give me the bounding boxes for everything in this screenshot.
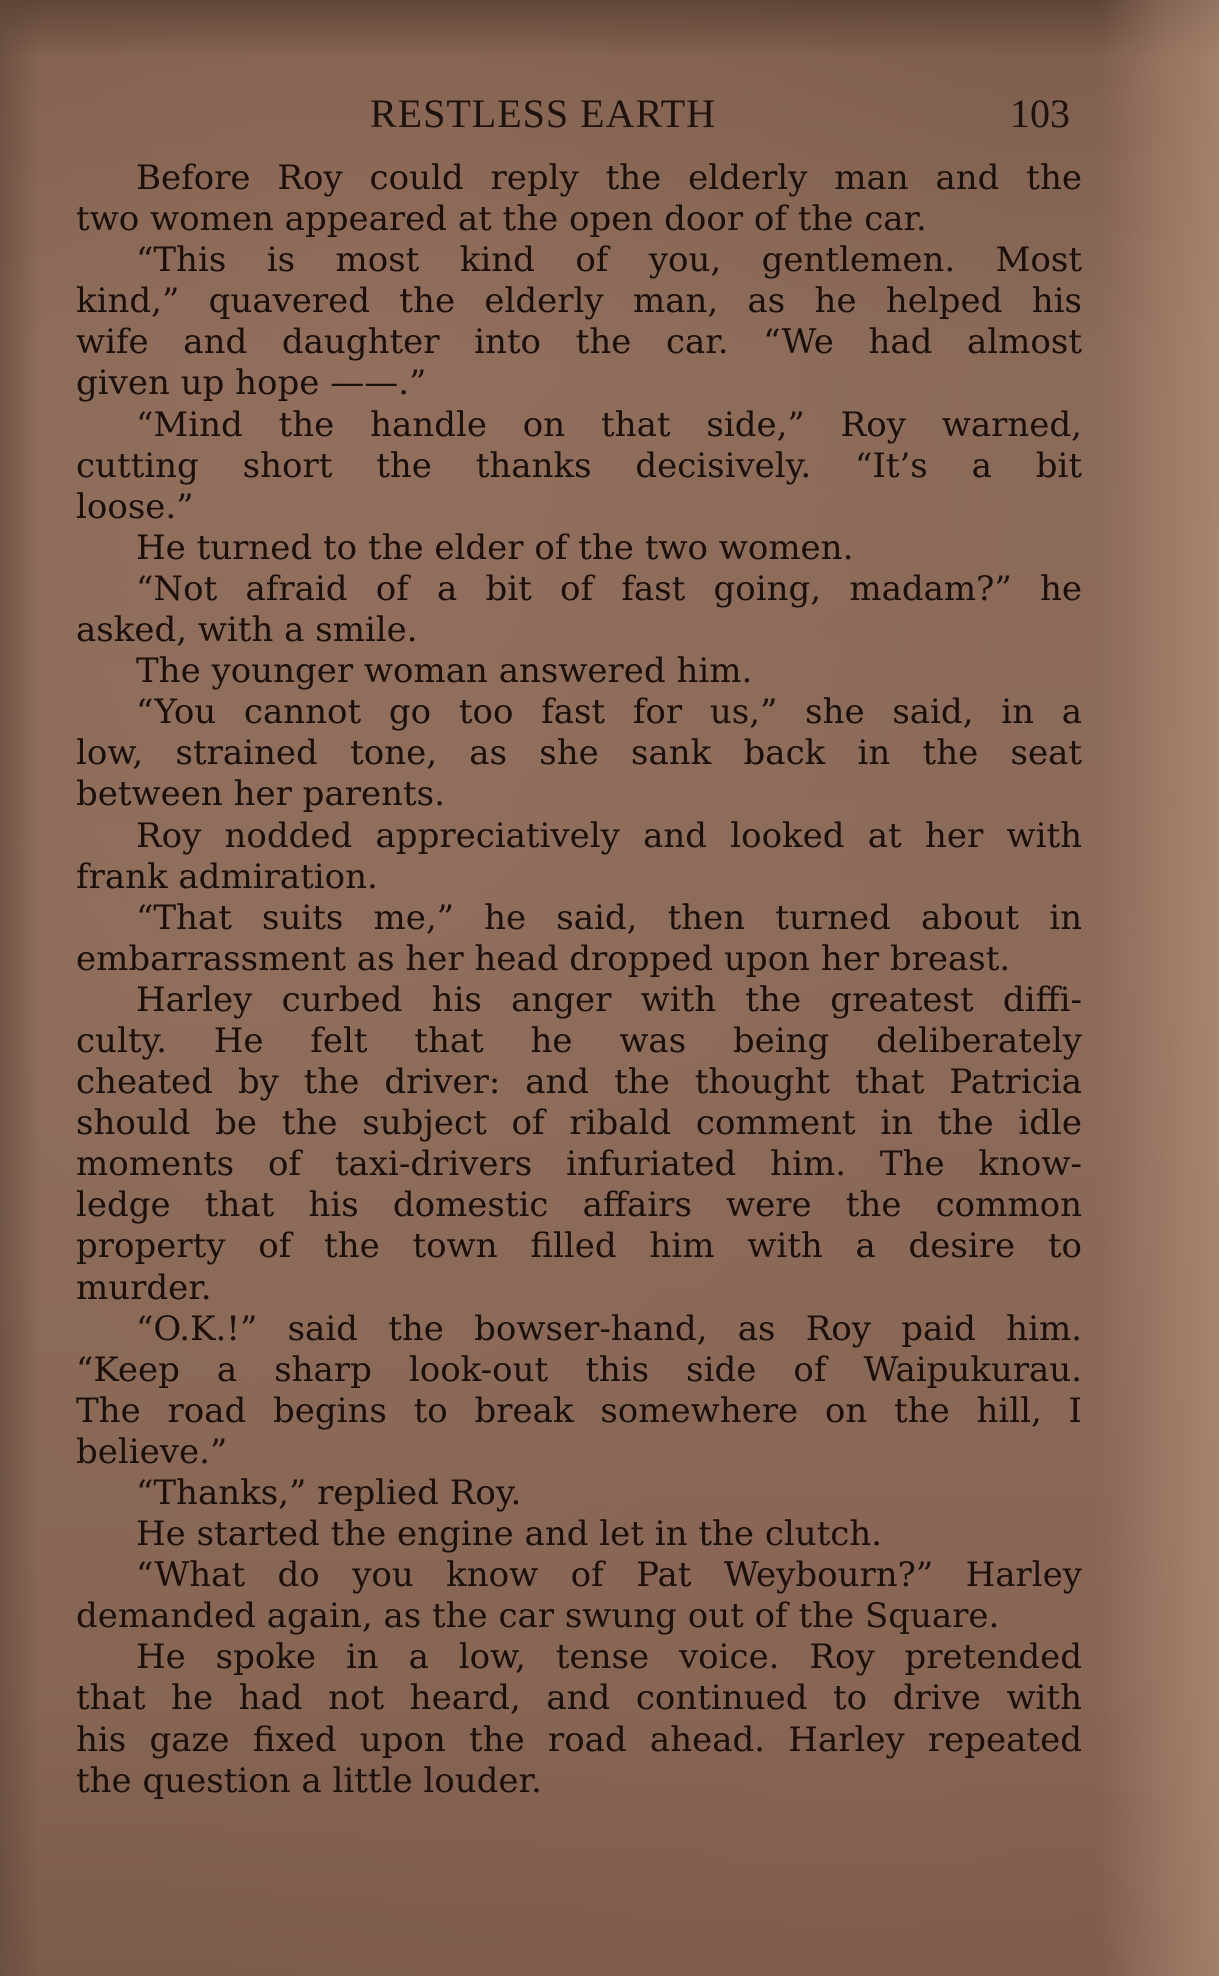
text-line: Roy nodded appreciatively and looked at her with bbox=[136, 815, 1082, 856]
text-line: “Not afraid of a bit of fast going, madam?” he bbox=[136, 568, 1082, 609]
text-line: cutting short the thanks decisively. “It’s a bit bbox=[76, 445, 1082, 486]
text-line: should be the subject of ribald comment in the idle bbox=[76, 1103, 1082, 1144]
text-line: He turned to the elder of the two women. bbox=[136, 527, 854, 568]
text-line: demanded again, as the car swung out of the Square. bbox=[76, 1596, 1000, 1637]
text-line: culty. He felt that he was being deliberately bbox=[76, 1020, 1082, 1061]
text-line: “That suits me,” he said, then turned about in bbox=[136, 897, 1082, 938]
text-line: He spoke in a low, tense voice. Roy pretended bbox=[136, 1637, 1082, 1678]
text-line: two women appeared at the open door of the car. bbox=[76, 199, 927, 240]
text-line: frank admiration. bbox=[76, 856, 378, 897]
text-line: murder. bbox=[76, 1267, 212, 1308]
text-line: ledge that his domestic affairs were the common bbox=[76, 1185, 1082, 1226]
text-line: “Mind the handle on that side,” Roy warned, bbox=[136, 404, 1082, 445]
text-line: embarrassment as her head dropped upon her breast. bbox=[76, 938, 1011, 979]
text-line: wife and daughter into the car. “We had almost bbox=[76, 322, 1082, 363]
running-head bbox=[0, 90, 1219, 140]
text-line: “Thanks,” replied Roy. bbox=[136, 1473, 522, 1513]
text-line: Harley curbed his anger with the greatest diffi- bbox=[136, 979, 1082, 1020]
page-top-shadow bbox=[0, 0, 1219, 58]
text-line: that he had not heard, and continued to drive with bbox=[76, 1678, 1082, 1719]
text-line: between her parents. bbox=[76, 774, 445, 815]
text-line: his gaze fixed upon the road ahead. Harley repeated bbox=[76, 1719, 1082, 1760]
text-line: “This is most kind of you, gentlemen. Most bbox=[136, 240, 1082, 281]
text-line: “O.K.!” said the bowser-hand, as Roy paid him. bbox=[136, 1308, 1082, 1349]
page-right-edge-light bbox=[1099, 0, 1219, 1976]
text-line: given up hope ——.” bbox=[76, 363, 427, 404]
text-line: asked, with a smile. bbox=[76, 610, 418, 651]
text-line: cheated by the driver: and the thought that Patricia bbox=[76, 1062, 1082, 1103]
text-line: property of the town filled him with a desire to bbox=[76, 1226, 1082, 1267]
text-line: “Keep a sharp look-out this side of Waipukurau. bbox=[76, 1349, 1082, 1390]
text-line: He started the engine and let in the clutch. bbox=[136, 1514, 883, 1555]
text-line: “What do you know of Pat Weybourn?” Harley bbox=[136, 1555, 1082, 1596]
text-line: “You cannot go too fast for us,” she said, in a bbox=[136, 692, 1082, 733]
text-line: low, strained tone, as she sank back in the seat bbox=[76, 733, 1082, 774]
text-line: the question a little louder. bbox=[76, 1760, 542, 1801]
text-line: The younger woman answered him. bbox=[136, 651, 753, 692]
body-text bbox=[76, 158, 1082, 1802]
running-title: RESTLESS EARTH bbox=[370, 91, 717, 136]
text-line: loose.” bbox=[76, 486, 194, 527]
text-line: believe.” bbox=[76, 1431, 228, 1472]
page-number: 103 bbox=[1010, 91, 1070, 136]
text-line: moments of taxi-drivers infuriated him. The know- bbox=[76, 1144, 1082, 1185]
text-line: kind,” quavered the elderly man, as he helped his bbox=[76, 281, 1082, 322]
page-left-shadow bbox=[0, 0, 40, 1976]
text-line: The road begins to break somewhere on the hill, I bbox=[76, 1390, 1082, 1431]
text-line: Before Roy could reply the elderly man and the bbox=[136, 158, 1082, 198]
